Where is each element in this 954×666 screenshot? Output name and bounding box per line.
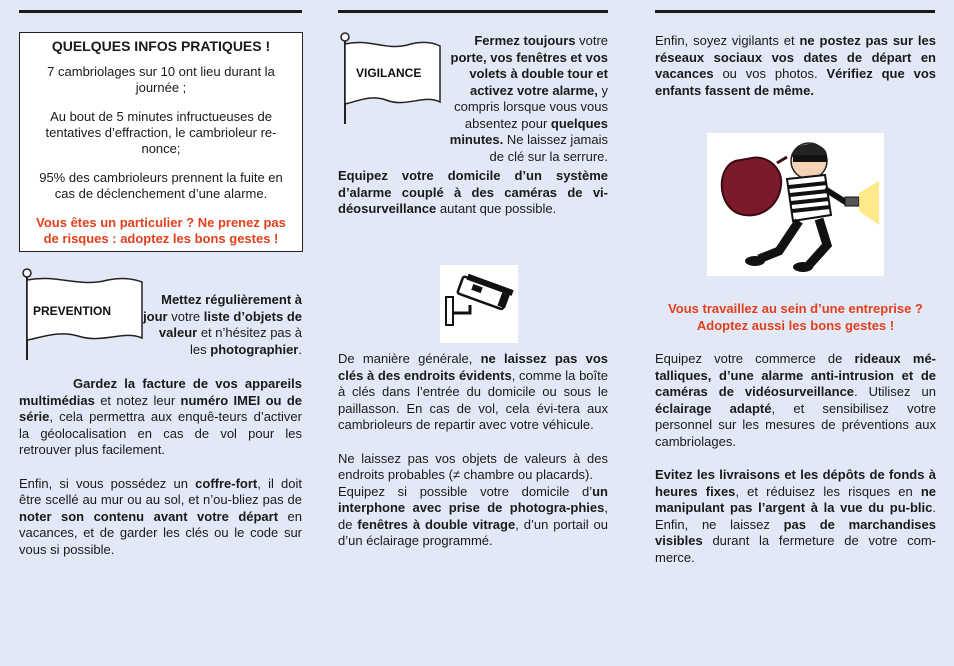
text-run: Equipez si possible votre domicile d’	[338, 483, 593, 499]
vigilance-flag-label: VIGILANCE	[356, 66, 422, 80]
column2-top-rule	[338, 10, 608, 13]
text-run: Evitez les livraisons et les dépôts de fonds à heures fixes	[655, 467, 936, 499]
column3-body	[655, 351, 936, 566]
prevention-flag	[18, 268, 146, 360]
text-run: coffre-fort	[195, 475, 258, 491]
text-run: un interphone avec prise de photogra-phies	[338, 483, 608, 515]
info-box-cta: Vous êtes un particulier ? Ne prenez pas de risques : adoptez les bons gestes !	[36, 215, 286, 246]
company-cta-wrap	[655, 301, 936, 334]
text-run: , de	[338, 500, 608, 532]
vigilance-p4	[338, 451, 608, 484]
column1-top-rule	[19, 10, 302, 13]
text-run: porte, vos fenêtres et vos volets à double tour et activez votre alarme,	[450, 49, 608, 98]
text-run: et notez leur	[94, 392, 181, 408]
text-run: fenêtres à double vitrage	[357, 516, 516, 532]
prevention-p3	[19, 476, 302, 559]
column3-p3	[655, 467, 936, 566]
vigilance-p2-wrap	[338, 168, 608, 218]
vigilance-p5	[338, 484, 608, 550]
text-run: Equipez votre domicile d’un système d’alarme couplé à des caméras de vi-déosurveillance	[338, 168, 608, 216]
text-run: ne postez pas sur les réseaux sociaux vos dates de départ en vacances	[655, 33, 936, 81]
text-run: Enfin, si vous possédez un	[19, 475, 196, 491]
text-run: Vérifiez que vos enfants fassent de même.	[655, 66, 937, 98]
text-run: . Utilisez un	[854, 384, 936, 399]
text-run: Mettez régulièrement à jour	[143, 292, 302, 324]
info-box-stat-2: Au bout de 5 minutes infructueuses de tentatives d’effraction, le cambrioleur re-nonce;	[45, 109, 277, 156]
text-run: Fermez toujours	[474, 33, 576, 48]
text-run: quelques minutes.	[449, 115, 608, 147]
prevention-flag-label: PREVENTION	[33, 304, 112, 318]
text-run: Ne laissez jamais de clé sur la serrure.	[489, 132, 608, 164]
column3-p2	[655, 351, 936, 450]
text-run: , cela permettra aux enquê-teurs d’activer la géolocalisation en cas de vol pour les retrouver plus facilement.	[19, 409, 302, 457]
info-box-stat-3: 95% des cambrioleurs prennent la fuite en cas de déclenchement d’une alarme.	[39, 170, 283, 201]
prevention-p2	[19, 376, 302, 459]
text-run: , et sensibilisez votre personnel sur les mesures de préventions aux cambriolages.	[655, 400, 936, 449]
text-run: votre	[167, 308, 204, 324]
text-run: , il doit être scellé au mur ou au sol, et n’ou-bliez pas de	[19, 475, 302, 507]
text-run: , comme la boîte à clés dans l’entrée du domicile ou sous le paillasson. En cas de vol, cela évi-tera aux cambrioleurs de repartir avec votre véhicule.	[338, 367, 608, 432]
text-run: votre	[575, 33, 608, 48]
text-run: y compris lorsque vous vous absentez pour	[454, 82, 608, 131]
text-run: Gardez la facture de vos appareils multimédias	[19, 376, 302, 408]
text-run: noter son contenu avant votre départ	[19, 508, 279, 524]
prevention-p1-wrap	[140, 292, 302, 358]
burglar-icon	[707, 133, 884, 276]
text-run: photographier	[210, 341, 299, 357]
text-run: , et réduisez les risques en	[735, 483, 921, 499]
text-run: liste d’objets de valeur	[158, 308, 302, 340]
text-run: Equipez votre commerce de	[655, 351, 855, 366]
info-box-stat-1: 7 cambriolages sur 10 ont lieu durant la journée ;	[47, 64, 275, 95]
burglar-illustration	[707, 133, 884, 276]
text-run: numéro IMEI ou de série	[19, 392, 302, 424]
vigilance-p1	[446, 33, 608, 165]
info-box-title: QUELQUES INFOS PRATIQUES !	[51, 38, 271, 54]
text-run: Ne laissez pas vos objets de valeurs à des endroits probables (≠ chambre ou placards).	[338, 450, 608, 482]
vigilance-p1-wrap	[446, 33, 608, 165]
company-cta: Vous travaillez au sein d’une entreprise ? Adoptez aussi les bons gestes !	[668, 301, 923, 333]
vigilance-p3	[338, 351, 608, 434]
text-run: et n’hésitez pas à les	[190, 325, 302, 357]
prevention-body	[19, 376, 302, 558]
text-run: ne laissez pas vos clés à des endroits évidents	[338, 351, 608, 383]
text-run: Enfin, soyez vigilants et	[655, 33, 800, 48]
column3-intro	[655, 33, 936, 99]
text-run: .	[298, 341, 302, 357]
text-run: rideaux mé-talliques, d’une alarme anti-intrusion et de caméras de vidéosurveillance	[655, 351, 936, 399]
text-run: en vacances, et de garder les clés ou le code sur vous si possible.	[19, 508, 303, 557]
vigilance-body	[338, 351, 608, 550]
text-run: De manière générale,	[338, 351, 481, 366]
vigilance-p2	[338, 168, 608, 218]
text-run: autant que possible.	[436, 201, 557, 216]
text-run: pas de marchandises visibles	[655, 516, 936, 548]
column3-top-rule	[655, 10, 935, 13]
camera-illustration	[440, 265, 518, 343]
text-run: , d’un portail ou d’un éclairage programmé.	[338, 516, 608, 548]
text-run: . Enfin, ne laissez	[655, 500, 936, 532]
text-run: ou vos photos.	[713, 66, 827, 81]
prevention-p1	[140, 292, 302, 358]
text-run: durant la fermeture de votre com-merce.	[655, 533, 936, 565]
column3-p1	[655, 33, 936, 99]
text-run: ne manipulant pas l’argent à la vue du pu-blic	[655, 483, 936, 515]
vigilance-flag	[336, 32, 444, 124]
security-camera-icon	[440, 265, 518, 343]
text-run: éclairage adapté	[655, 400, 772, 416]
info-box	[19, 32, 303, 252]
